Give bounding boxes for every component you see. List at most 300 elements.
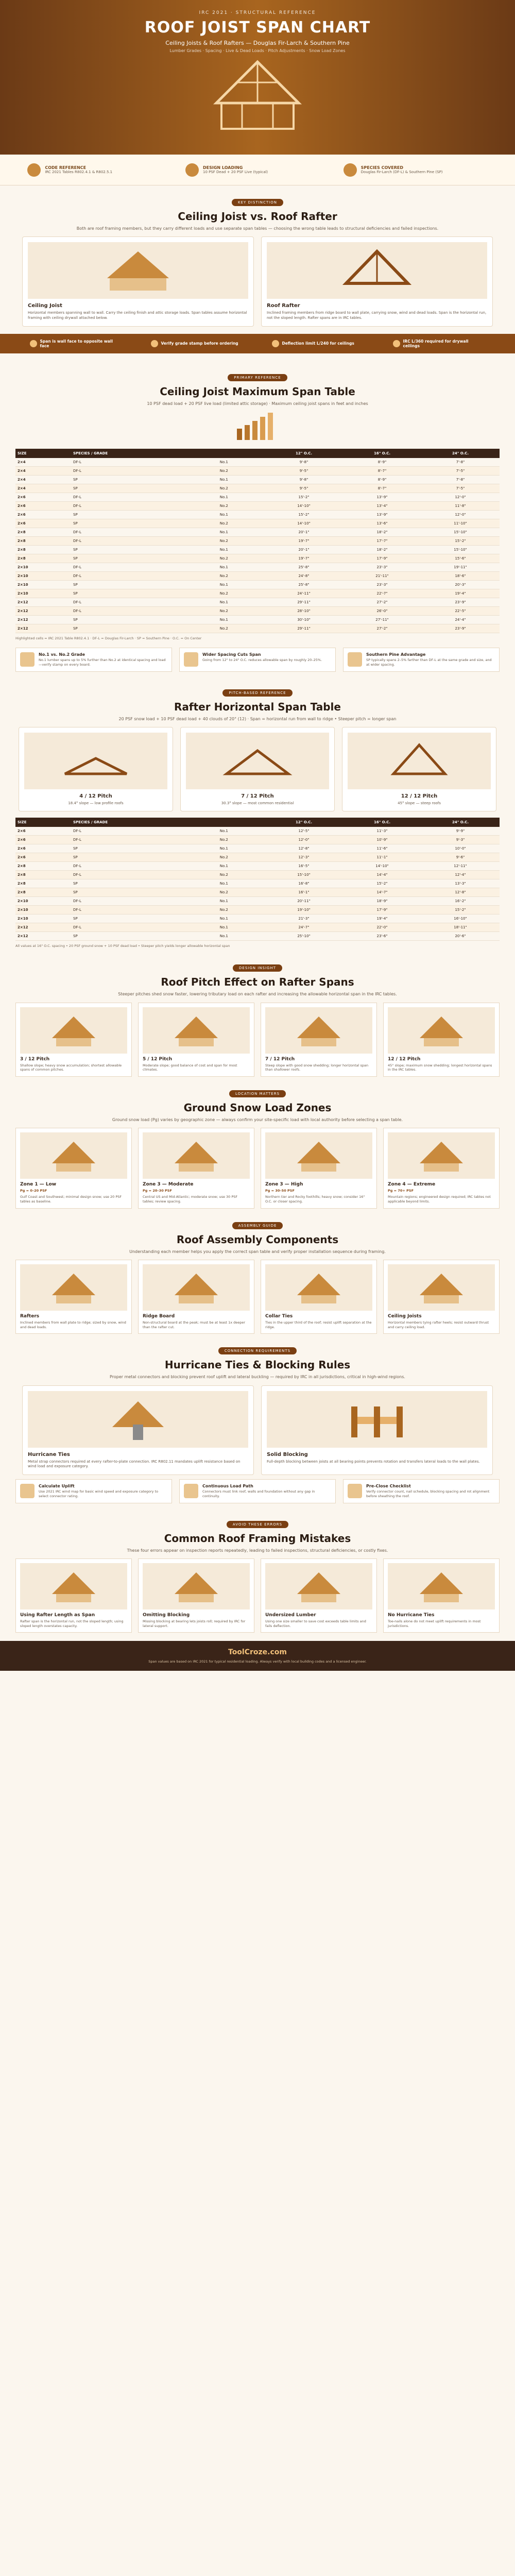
- table-row: [15, 923, 500, 932]
- table-cell: No.1: [218, 844, 265, 853]
- table-cell: No.1: [218, 897, 265, 906]
- table-cell: DF-L: [71, 571, 218, 580]
- rafter-span-table: [15, 818, 500, 941]
- table-cell: 27'-2": [343, 624, 421, 633]
- table-header: 24" O.C.: [421, 449, 500, 458]
- check-icon: [393, 340, 400, 347]
- card-illustration: [143, 1563, 250, 1609]
- table-cell: SP: [71, 545, 218, 554]
- table-cell: 9'-6": [421, 853, 500, 862]
- table-cell: 7'-5": [421, 466, 500, 475]
- table-cell: SP: [71, 519, 218, 528]
- table-cell: 23'-9": [421, 624, 500, 633]
- table-cell: No.2: [218, 484, 265, 493]
- table-cell: 17'-9": [343, 906, 421, 914]
- table-cell: 15'-2": [343, 879, 421, 888]
- table-cell: DF-L: [71, 598, 218, 606]
- table-cell: DF-L: [71, 501, 218, 510]
- table-cell: 22'-0": [343, 923, 421, 932]
- table-cell: No.2: [218, 853, 265, 862]
- roof-rafter-illustration: [267, 242, 487, 299]
- table-cell: No.1: [218, 598, 265, 606]
- card-title: 7 / 12 Pitch: [265, 1056, 295, 1062]
- pitch-12-illustration: [348, 733, 491, 789]
- table-row: [15, 871, 500, 879]
- page: IRC 2021 · STRUCTURAL REFERENCE ROOF JOIST SPAN CHART Ceiling Joists & Roof Rafters — Douglas Fir-Larch & Southern Pine Lumber Grades · Spacing · Live & Dead Loads · Pitch Adjustments · Snow Load Zones CODE REFERENCE IRC 2021 Tables R802.4.1 & R802.5.1 DESIGN LOADING 10 PSF Dead + 20 PSF Live (typical) SPECIES COVERED Douglas Fir-Larch (DF-L) & Southern Pine (SP) KEY DISTINCTION Ceiling Joist vs. Roof Rafter Both are roof framing members, but they carry different loads and use separate span tables — choosing the wrong table leads to structural deficiencies and failed inspections. Ceiling Joist Horizontal members spanning wall to wall. Carry the ceiling finish and attic storage loads. Span tables assume horizontal framing with ceiling drywall attached below. Roof Rafter Inclined framing members from ridge board to wall plate, carrying snow, wind and dead loads. Span is the horizontal run, not the sloped length. Rafter spans are in IRC tables. Span is wall face to opposite wall face Verify grade stamp before ordering Deflection limit L/240 for ceilings IRC L/360 required for drywall ceilings PRIMARY REFERENCE Ceiling Joist Maximum Span Table 10 PSF dead load + 20 PSF live load (limited attic storage) · Maximum ceiling joist spans in feet and inches SIZE SPECIES / GRADE 12" O.C. 16" O.C. 24" O.C. 2×4 DF-L No.1 9'-8" 8'-9" 7'-8" 2×4 DF-L No.2 9'-5" 8'-7" 7'-5" 2×4 SP No.1 9'-8" 8'-9" 7'-8" 2×4 SP No.2 9'-5" 8'-7" 7'-5" 2×6 DF-L No.1 15'-2" 13'-9" 12'-0" 2×6 DF-L No.2 14'-10" 13'-4" 11'-8" 2×6 SP No.1 15'-2" 13'-9" 12'-0" 2×6 SP No.2 14'-10" 13'-6" 11'-10" 2×8 DF-L No.1 20'-1" 18'-2" 15'-10" 2×8 DF-L No.2 19'-7" 17'-7" 15'-2" 2×8 SP No.1 20'-1" 18'-2" 15'-10" 2×8 SP No.2 19'-7" 17'-9" 15'-6" 2×10 DF-L No.1 25'-8" 23'-3" 19'-11" 2×10 DF-L No.2 24'-8" 21'-11" 18'-6" 2×10 SP No.1 25'-8" 23'-3" 20'-3" 2×10 SP No.2 24'-11" 22'-7" 19'-4" 2×12 DF-L No.1 29'-11" 27'-2" 23'-9" 2×12 DF-L No.2 28'-10" 26'-0" 22'-5" 2×12 SP No.1 30'-10" 27'-11" 24'-4" 2×12 SP No.2 29'-11" 27'-2" 23'-9" Highlighted cells = IRC 2021 Table R802.4.1 · DF-L = Douglas Fir-Larch · SP = Southern Pine · O.C. = On Center No.1 vs. No.2 Grade No.1 lumber spans up to 5% further than No.2 at identical spacing and load—verify stamp on every board. Wider Spacing Cuts Span Going from 12" to 24" O.C. reduces allowable span by roughly 20–25%. Southern Pine Advantage SP typically spans 2–5% farther than DF-L at the same grade and size, and at wider spacing. PITCH-BASED REFERENCE Rafter Horizontal Span Table 20 PSF snow load + 10 PSF dead load + 40 clouds of 20° (12) · Span = horizontal run from wall to ridge • Steeper pitch = longer span 4 / 12 Pitch 18.4° slope — low profile roofs 7 / 12 Pitch 30.3° slope — most common residential 12 / 12 Pitch 45° slope — steep roofs SIZE SPECIES / GRADE 12" O.C. 16" O.C. 24" O.C. 2×6 DF-L No.1 12'-5" 11'-3" 9'-9" 2×6 DF-L No.2 12'-0" 10'-9" 9'-3" 2×6 SP No.1 12'-8" 11'-6" 10'-0" 2×6 SP No.2 12'-3" 11'-1" 9'-6" 2×8 DF-L No.1 16'-5" 14'-10" 12'-11" 2×8 DF-L No.2 15'-10" 14'-4" 12'-4" 2×8 SP No.1 16'-8" 15'-2" 13'-3" 2×8 SP No.2 16'-1" 14'-7" 12'-8" 2×10 DF-L No.1 20'-11" 18'-9" 16'-2" 2×10 DF-L No.2 19'-10" 17'-9" 15'-2" 2×10 SP No.1 21'-3" 19'-4" 16'-10" 2×12 DF-L No.1 24'-7" 22'-0" 18'-11" 2×12 SP No.1 25'-10" 23'-6" 20'-6" All values at 16" O.C. spacing • 20 PSF ground snow + 10 PSF dead load • Steeper pitch yields longer allowable horizontal span DESIGN INSIGHT Roof Pitch Effect on Rafter Spans Steeper pitches shed snow faster, lowering tributary load on each rafter and increasing the allowable horizontal span in the IRC tables. 3 / 12 Pitch Shallow slope; heavy snow accumulation; shortest allowable spans of common pitches. 5 / 12 Pitch Moderate slope; good balance of cost and span for most climates. 7 / 12 Pitch Steep slope with good snow shedding; longer horizontal span than shallower roofs. 12 / 12 Pitch 45° slope; maximum snow shedding; longest horizontal spans in the IRC tables. LOCATION MATTERS Ground Snow Load Zones Ground snow load (Pg) varies by geographic zone — always confirm your site-specific load with local authority before selecting a span table. Zone 1 — Low Pg = 0–20 PSF Gulf Coast and Southwest; minimal design snow; use 20 PSF tables as baseline. Zone 3 — Moderate Pg = 20–30 PSF Central US and Mid-Atlantic; moderate snow; use 30 PSF tables; review spacing. Zone 3 — High Pg = 30–50 PSF Northern tier and Rocky foothills; heavy snow; consider 16" O.C. or closer spacing. Zone 4 — Extreme Pg = 70+ PSF Mountain regions; engineered design required; IRC tables not applicable beyond limits. ASSEMBLY GUIDE Roof Assembly Components Understanding each member helps you apply the correct span table and verify proper installation sequence during framing. Rafters Inclined members from wall plate to ridge; sized by snow, wind and dead loads. Ridge Board Non-structural board at the peak; must be at least 1x deeper than the rafter cut. Collar Ties Ties in the upper third of the roof; resist uplift separation at the ridge. Ceiling Joists Horizontal members tying rafter heels; resist outward thrust and carry ceiling load. CONNECTION REQUIREMENTS Hurricane Ties & Blocking Rules Proper metal connectors and blocking prevent roof uplift and lateral buckling — required by IRC in all jurisdictions, critical in high-wind regions. Hurricane Ties Metal strap connectors required at every rafter-to-plate connection. IRC R802.11 mandates uplift resistance based on wind load and exposure category. Solid Blocking Full-depth blocking between joists at all bearing points prevents rotation and transfers lateral loads to the wall plates. Calculate Uplift Use 2021 IRC wind map for basic wind speed and exposure category to select connector rating. Continuous Load Path Connectors must link roof, walls and foundation without any gap in continuity. Pre-Close Checklist Verify connector count, nail schedule, blocking spacing and rot alignment before sheathing the roof. AVOID THESE ERRORS Common Roof Framing Mistakes These four errors appear on inspection reports repeatedly, leading to failed inspections, structural deficiencies, or costly fixes. Using Rafter Length as Span Rafter span is the horizontal run, not the sloped length; using sloped length overstates capacity. Omitting Blocking Missing blocking at bearing lets joists roll; required by IRC for lateral support. Undersized Lumber Using one size smaller to save cost exceeds table limits and fails deflection. No Hurricane Ties Toe-nails alone do not meet uplift requirements in most jurisdictions. ToolCroze.com Span values are based on IRC 2021 for typical residential loading. Always verify with local building codes and a licensed engineer.: [0, 0, 515, 1671]
- info-band: Span is wall face to opposite wall face Verify grade stamp before ordering Deflection limit L/240 for ceilings IRC L/360 required for drywall ceilings: [0, 334, 515, 353]
- table-cell: SP: [71, 484, 218, 493]
- info-card: [261, 1558, 377, 1633]
- table-cell: 9'-8": [265, 458, 343, 467]
- table-cell: 21'-11": [343, 571, 421, 580]
- hurricane-cards: [0, 1385, 515, 1476]
- card-value: Pg = 70+ PSF: [388, 1189, 414, 1193]
- section-pill: KEY DISTINCTION: [232, 199, 283, 206]
- table-cell: No.1: [218, 615, 265, 624]
- hurricane-tie-illustration: [28, 1391, 248, 1448]
- table-cell: No.1: [218, 827, 265, 836]
- table-cell: No.1: [218, 923, 265, 932]
- table-cell: 12'-4": [421, 871, 500, 879]
- card-text: Toe-nails alone do not meet uplift requirements in most jurisdictions.: [388, 1619, 481, 1628]
- info-card: [383, 1003, 500, 1077]
- table-row: [15, 598, 500, 606]
- table-cell: DF-L: [71, 563, 218, 571]
- table-cell: 14'-7": [343, 888, 421, 897]
- table-cell: SP: [71, 914, 218, 923]
- card-value: Pg = 20–30 PSF: [143, 1189, 172, 1193]
- table-cell: 19'-7": [265, 554, 343, 563]
- tip-grade: No.1 vs. No.2 Grade No.1 lumber spans up to 5% further than No.2 at identical spacing and load—verify stamp on every board.: [15, 648, 172, 672]
- card-text: Moderate slope; good balance of cost and span for most climates.: [143, 1063, 237, 1072]
- ruler-icon: [30, 340, 37, 347]
- table-row: [15, 510, 500, 519]
- table-cell: 12'-11": [421, 862, 500, 871]
- table-cell: 2×10: [15, 589, 71, 598]
- hero-subtitle-2: Lumber Grades · Spacing · Live & Dead Loads · Pitch Adjustments · Snow Load Zones: [169, 48, 346, 53]
- table-row: [15, 554, 500, 563]
- card-title: 12 / 12 Pitch: [388, 1056, 421, 1062]
- table-cell: 9'-3": [421, 836, 500, 844]
- table-header: 16" O.C.: [343, 449, 421, 458]
- table-cell: 22'-7": [343, 589, 421, 598]
- card-illustration: [20, 1132, 127, 1179]
- mistake-cards: [0, 1558, 515, 1633]
- table-cell: 25'-10": [265, 932, 343, 941]
- card-text: Ties in the upper third of the roof; resist uplift separation at the ridge.: [265, 1320, 372, 1329]
- hero-kicker: IRC 2021 · STRUCTURAL REFERENCE: [199, 10, 316, 15]
- pitch-effect-cards: [0, 1003, 515, 1077]
- table-cell: SP: [71, 853, 218, 862]
- table-cell: No.2: [218, 888, 265, 897]
- pine-icon: [348, 652, 362, 667]
- table-cell: 19'-11": [421, 563, 500, 571]
- table-row: [15, 844, 500, 853]
- card-title: Collar Ties: [265, 1313, 293, 1319]
- table-cell: 2×12: [15, 923, 71, 932]
- card-title: Omitting Blocking: [143, 1612, 190, 1618]
- card-title: Zone 1 — Low: [20, 1182, 57, 1188]
- card-ceiling-joist: Ceiling Joist Horizontal members spanning wall to wall. Carry the ceiling finish and attic storage loads. Span tables assume horizontal framing with ceiling drywall attached below.: [22, 236, 254, 327]
- card-title: Using Rafter Length as Span: [20, 1612, 95, 1618]
- table-cell: No.2: [218, 466, 265, 475]
- table-cell: 14'-10": [265, 519, 343, 528]
- table-cell: DF-L: [71, 906, 218, 914]
- weight-icon: [185, 163, 199, 177]
- card-title: Ridge Board: [143, 1313, 175, 1319]
- table-cell: No.1: [218, 932, 265, 941]
- card-text: Non-structural board at the peak; must be at least 1x deeper than the rafter cut.: [143, 1320, 246, 1329]
- table-cell: SP: [71, 624, 218, 633]
- snow-zone-cards: [0, 1128, 515, 1208]
- info-card: [261, 1128, 377, 1208]
- table-cell: 15'-10": [421, 528, 500, 536]
- card-title: Ceiling Joists: [388, 1313, 422, 1319]
- table-cell: 9'-9": [421, 827, 500, 836]
- table-cell: 2×8: [15, 879, 71, 888]
- table-row: [15, 906, 500, 914]
- section-ceiling-joist-table: PRIMARY REFERENCE Ceiling Joist Maximum Span Table 10 PSF dead load + 20 PSF live load (limited attic storage) · Maximum ceiling joist spans in feet and inches: [0, 361, 515, 449]
- deflection-icon: [272, 340, 279, 347]
- card-title: Rafters: [20, 1313, 40, 1319]
- card-text: Gulf Coast and Southwest; minimal design snow; use 20 PSF tables as baseline.: [20, 1195, 122, 1204]
- table-row: [15, 879, 500, 888]
- table-cell: No.2: [218, 501, 265, 510]
- table-cell: No.1: [218, 493, 265, 501]
- card-roof-rafter: Roof Rafter Inclined framing members from ridge board to wall plate, carrying snow, wind and dead loads. Span is the horizontal run, not the sloped length. Rafter spans are in IRC tables.: [261, 236, 493, 327]
- table-cell: DF-L: [71, 493, 218, 501]
- grade-icon: [20, 652, 35, 667]
- table-cell: 2×6: [15, 844, 71, 853]
- table-row: [15, 624, 500, 633]
- table-cell: SP: [71, 844, 218, 853]
- table-cell: 20'-3": [421, 580, 500, 589]
- pitch-7-12: 7 / 12 Pitch 30.3° slope — most common residential: [180, 727, 335, 812]
- card-illustration: [143, 1007, 250, 1054]
- card-illustration: [388, 1132, 495, 1179]
- table-cell: No.1: [218, 862, 265, 871]
- table-cell: 29'-11": [265, 624, 343, 633]
- table-cell: 11'-10": [421, 519, 500, 528]
- info-card: [15, 1003, 132, 1077]
- card-title: Zone 3 — High: [265, 1182, 303, 1188]
- table-cell: 13'-6": [343, 519, 421, 528]
- strip-loading: DESIGN LOADING 10 PSF Dead + 20 PSF Live (typical): [185, 163, 330, 177]
- table-cell: 2×10: [15, 563, 71, 571]
- footer: [0, 1641, 515, 1671]
- table-cell: 2×12: [15, 598, 71, 606]
- table-cell: 12'-3": [265, 853, 343, 862]
- table-cell: No.2: [218, 836, 265, 844]
- book-icon: [27, 163, 41, 177]
- table-cell: SP: [71, 475, 218, 484]
- table-cell: 9'-5": [265, 466, 343, 475]
- table-cell: 28'-10": [265, 606, 343, 615]
- table-cell: No.2: [218, 906, 265, 914]
- table-cell: 2×10: [15, 914, 71, 923]
- card-title: Zone 3 — Moderate: [143, 1182, 194, 1188]
- info-card: [15, 1558, 132, 1633]
- table-cell: 20'-1": [265, 528, 343, 536]
- card-illustration: [20, 1563, 127, 1609]
- table-cell: 19'-7": [265, 536, 343, 545]
- table-cell: DF-L: [71, 528, 218, 536]
- brand-logo[interactable]: ToolCroze.com: [228, 1648, 287, 1657]
- table-cell: 18'-2": [343, 545, 421, 554]
- joist-rafter-cards: [0, 236, 515, 327]
- table-cell: 2×12: [15, 615, 71, 624]
- table-cell: 2×6: [15, 853, 71, 862]
- card-text: Missing blocking at bearing lets joists roll; required by IRC for lateral support.: [143, 1619, 246, 1628]
- table-cell: 24'-11": [265, 589, 343, 598]
- table-cell: 16'-2": [421, 897, 500, 906]
- card-title: 3 / 12 Pitch: [20, 1056, 50, 1062]
- table-cell: 23'-3": [343, 563, 421, 571]
- table-cell: 12'-8": [421, 888, 500, 897]
- table-cell: 25'-8": [265, 563, 343, 571]
- table-cell: 9'-8": [265, 475, 343, 484]
- table-cell: 8'-7": [343, 466, 421, 475]
- table-cell: 22'-5": [421, 606, 500, 615]
- table-cell: 13'-9": [343, 493, 421, 501]
- table-cell: 12'-0": [265, 836, 343, 844]
- info-card: [261, 1260, 377, 1334]
- table-cell: 8'-9": [343, 475, 421, 484]
- hurricane-tips: Calculate Uplift Use 2021 IRC wind map for basic wind speed and exposure category to select connector rating. Continuous Load Path Connectors must link roof, walls and foundation without any gap in continuity. Pre-Close Checklist Verify connector count, nail schedule, blocking spacing and rot alignment before sheathing the roof.: [0, 1475, 515, 1507]
- table-cell: 2×6: [15, 493, 71, 501]
- table-cell: 17'-7": [343, 536, 421, 545]
- table-cell: 2×8: [15, 536, 71, 545]
- card-text: Mountain regions; engineered design required; IRC tables not applicable beyond limits.: [388, 1195, 491, 1204]
- card-text: Shallow slope; heavy snow accumulation; shortest allowable spans of common pitches.: [20, 1063, 122, 1072]
- info-card: [138, 1128, 254, 1208]
- table-header: SIZE: [15, 818, 71, 827]
- table-cell: 20'-1": [265, 545, 343, 554]
- table-cell: 7'-8": [421, 475, 500, 484]
- table-cell: SP: [71, 615, 218, 624]
- table-cell: 2×4: [15, 475, 71, 484]
- table-cell: No.1: [218, 580, 265, 589]
- table-cell: DF-L: [71, 536, 218, 545]
- table-cell: 18'-9": [343, 897, 421, 906]
- table-row: [15, 475, 500, 484]
- table-cell: SP: [71, 888, 218, 897]
- table-cell: DF-L: [71, 606, 218, 615]
- table-cell: 2×4: [15, 484, 71, 493]
- table-cell: SP: [71, 879, 218, 888]
- strip-code: CODE REFERENCE IRC 2021 Tables R802.4.1 & R802.5.1: [27, 163, 171, 177]
- card-text: Steep slope with good snow shedding; longer horizontal span than shallower roofs.: [265, 1063, 369, 1072]
- table-cell: 11'-3": [343, 827, 421, 836]
- table-cell: 12'-0": [421, 493, 500, 501]
- table-cell: 15'-2": [265, 493, 343, 501]
- section-hurricane-ties: CONNECTION REQUIREMENTS Hurricane Ties & Blocking Rules Proper metal connectors and blocking prevent roof uplift and lateral buckling — required by IRC in all jurisdictions, critical in high-wind regions.: [0, 1334, 515, 1385]
- pitch-cards: [0, 727, 515, 812]
- ceiling-joist-illustration: [28, 242, 248, 299]
- table-cell: 2×10: [15, 897, 71, 906]
- table-row: [15, 545, 500, 554]
- component-cards: [0, 1260, 515, 1334]
- table-cell: 2×6: [15, 827, 71, 836]
- table-cell: 2×8: [15, 554, 71, 563]
- table-cell: 11'-6": [343, 844, 421, 853]
- table-cell: SP: [71, 580, 218, 589]
- ceiling-joist-span-table: [15, 449, 500, 633]
- table-cell: 11'-1": [343, 853, 421, 862]
- table-cell: 13'-4": [343, 501, 421, 510]
- table-cell: 2×4: [15, 466, 71, 475]
- table-row: [15, 484, 500, 493]
- table-row: [15, 458, 500, 467]
- card-illustration: [143, 1132, 250, 1179]
- table-header: 12" O.C.: [265, 449, 343, 458]
- table-cell: No.2: [218, 606, 265, 615]
- table-cell: No.2: [218, 589, 265, 598]
- table-cell: SP: [71, 932, 218, 941]
- table-cell: No.1: [218, 563, 265, 571]
- table-cell: 29'-11": [265, 598, 343, 606]
- table-cell: DF-L: [71, 466, 218, 475]
- table-cell: 20'-11": [265, 897, 343, 906]
- table-cell: DF-L: [71, 862, 218, 871]
- section-pitch-effect: DESIGN INSIGHT Roof Pitch Effect on Rafter Spans Steeper pitches shed snow faster, lowering tributary load on each rafter and increasing the allowable horizontal span in the IRC tables.: [0, 951, 515, 1002]
- table-row: [15, 897, 500, 906]
- table-cell: 21'-3": [265, 914, 343, 923]
- table-cell: 16'-5": [265, 862, 343, 871]
- card-illustration: [388, 1264, 495, 1311]
- info-card: [261, 1003, 377, 1077]
- card-illustration: [265, 1264, 372, 1311]
- table-cell: 14'-4": [343, 871, 421, 879]
- table-row: [15, 615, 500, 624]
- tip-southern-pine: Southern Pine Advantage SP typically spans 2–5% farther than DF-L at the same grade and size, and at wider spacing.: [343, 648, 500, 672]
- table-cell: 18'-2": [343, 528, 421, 536]
- table-row: [15, 493, 500, 501]
- table-cell: 12'-8": [265, 844, 343, 853]
- table-row: [15, 862, 500, 871]
- table-cell: 9'-5": [265, 484, 343, 493]
- card-text: 45° slope; maximum snow shedding; longest horizontal spans in the IRC tables.: [388, 1063, 492, 1072]
- table-row: [15, 914, 500, 923]
- pitch-12-12: 12 / 12 Pitch 45° slope — steep roofs: [342, 727, 496, 812]
- card-text: Northern tier and Rocky foothills; heavy snow; consider 16" O.C. or closer spacing.: [265, 1195, 365, 1204]
- page-title: ROOF JOIST SPAN CHART: [144, 19, 371, 37]
- table-cell: 23'-6": [343, 932, 421, 941]
- table-cell: 14'-10": [343, 862, 421, 871]
- table-cell: 23'-9": [421, 598, 500, 606]
- table-row: [15, 853, 500, 862]
- table-row: [15, 836, 500, 844]
- card-value: Pg = 30–50 PSF: [265, 1189, 295, 1193]
- table-cell: 2×8: [15, 871, 71, 879]
- table-cell: 13'-9": [343, 510, 421, 519]
- table-cell: 8'-7": [343, 484, 421, 493]
- table-cell: 2×6: [15, 501, 71, 510]
- table-cell: 25'-8": [265, 580, 343, 589]
- roof-frame-illustration: [211, 57, 304, 134]
- table-cell: 27'-11": [343, 615, 421, 624]
- info-card: [138, 1260, 254, 1334]
- table-cell: 2×10: [15, 580, 71, 589]
- table-row: [15, 501, 500, 510]
- section-rafter-table: PITCH-BASED REFERENCE Rafter Horizontal Span Table 20 PSF snow load + 10 PSF dead load + 40 clouds of 20° (12) · Span = horizontal run from wall to ridge • Steeper pitch = longer span: [0, 676, 515, 727]
- table-cell: 2×4: [15, 458, 71, 467]
- table-cell: 24'-7": [265, 923, 343, 932]
- table-cell: 17'-9": [343, 554, 421, 563]
- card-title: Zone 4 — Extreme: [388, 1182, 436, 1188]
- card-value: Pg = 0–20 PSF: [20, 1189, 47, 1193]
- table-header: SPECIES / GRADE: [71, 449, 218, 458]
- disclaimer: Span values are based on IRC 2021 for typical residential loading. Always verify with local building codes and a licensed engineer.: [148, 1659, 367, 1664]
- info-card: [383, 1260, 500, 1334]
- table-cell: No.2: [218, 624, 265, 633]
- section-desc: Both are roof framing members, but they carry different loads and use separate span tables — choosing the wrong table leads to structural deficiencies and failed inspections.: [76, 226, 439, 231]
- card-illustration: [388, 1007, 495, 1054]
- table-cell: 2×8: [15, 888, 71, 897]
- table-cell: DF-L: [71, 827, 218, 836]
- chain-icon: [184, 1484, 198, 1498]
- table-cell: 16'-1": [265, 888, 343, 897]
- table-row: [15, 827, 500, 836]
- spacing-icon: [184, 652, 198, 667]
- card-hurricane-ties: Hurricane Ties Metal strap connectors required at every rafter-to-plate connection. IRC R802.11 mandates uplift resistance based on wind load and exposure category.: [22, 1385, 254, 1476]
- table-cell: 2×12: [15, 932, 71, 941]
- table-header: [218, 449, 265, 458]
- card-illustration: [20, 1007, 127, 1054]
- table-row: [15, 888, 500, 897]
- table-cell: 15'-10": [265, 871, 343, 879]
- table-cell: No.2: [218, 571, 265, 580]
- table-header: SPECIES / GRADE: [71, 818, 218, 827]
- table-row: [15, 536, 500, 545]
- table-cell: 2×6: [15, 836, 71, 844]
- checklist-icon: [348, 1484, 362, 1498]
- table-cell: DF-L: [71, 836, 218, 844]
- card-illustration: [388, 1563, 495, 1609]
- table-note: Highlighted cells = IRC 2021 Table R802.4.1 · DF-L = Douglas Fir-Larch · SP = Southern Pine · O.C. = On Center: [15, 636, 202, 640]
- table-cell: 2×12: [15, 606, 71, 615]
- hero-subtitle: Ceiling Joists & Roof Rafters — Douglas Fir-Larch & Southern Pine: [165, 40, 350, 46]
- table-cell: No.1: [218, 914, 265, 923]
- table-cell: No.1: [218, 475, 265, 484]
- table-cell: DF-L: [71, 871, 218, 879]
- card-illustration: [143, 1264, 250, 1311]
- tip-spacing: Wider Spacing Cuts Span Going from 12" to 24" O.C. reduces allowable span by roughly 20–25%.: [179, 648, 336, 672]
- card-illustration: [265, 1007, 372, 1054]
- table-cell: 15'-2": [265, 510, 343, 519]
- card-text: Horizontal members tying rafter heels; resist outward thrust and carry ceiling load.: [388, 1320, 489, 1329]
- stamp-icon: [151, 340, 158, 347]
- card-text: Using one size smaller to save cost exceeds table limits and fails deflection.: [265, 1619, 366, 1628]
- table-cell: 15'-10": [421, 545, 500, 554]
- section-snow-zones: LOCATION MATTERS Ground Snow Load Zones Ground snow load (Pg) varies by geographic zone — always confirm your site-specific load with local authority before selecting a span table.: [0, 1077, 515, 1128]
- card-illustration: [265, 1132, 372, 1179]
- table-cell: 16'-8": [265, 879, 343, 888]
- info-card: [15, 1260, 132, 1334]
- table-header: SIZE: [15, 449, 71, 458]
- table-cell: 11'-8": [421, 501, 500, 510]
- hero-banner: [0, 0, 515, 155]
- table-cell: No.2: [218, 554, 265, 563]
- calculator-icon: [20, 1484, 35, 1498]
- table-header: [218, 818, 265, 827]
- info-card: [15, 1128, 132, 1208]
- table-cell: 20'-6": [421, 932, 500, 941]
- table-cell: 2×6: [15, 510, 71, 519]
- section-components: ASSEMBLY GUIDE Roof Assembly Components Understanding each member helps you apply the correct span table and verify proper installation sequence during framing.: [0, 1209, 515, 1260]
- table-header: 12" O.C.: [265, 818, 343, 827]
- table-cell: 19'-4": [343, 914, 421, 923]
